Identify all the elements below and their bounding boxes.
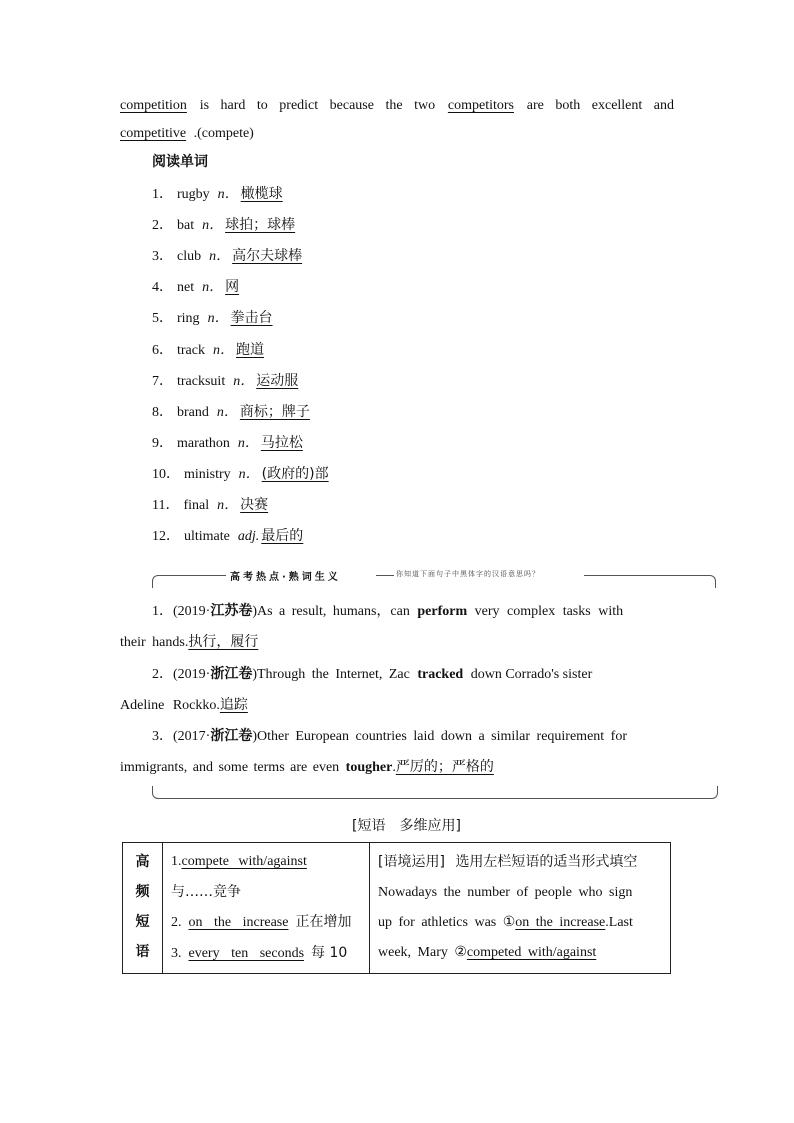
reading-word-meaning: 拳击台	[230, 310, 273, 326]
reading-word-item: 1． rugby n． 橄榄球	[152, 186, 283, 202]
reading-word-meaning: 最后的	[261, 528, 304, 544]
reading-word-meaning: 商标；牌子	[239, 404, 310, 420]
answer-tracked-meaning: 追踪	[219, 697, 248, 713]
answer-perform-meaning: 执行，履行	[188, 634, 259, 650]
reading-word-meaning: 橄榄球	[240, 186, 283, 202]
reading-word-meaning: 运动服	[256, 373, 299, 389]
hot-example-1-line-2: their hands.执行，履行	[120, 634, 259, 650]
reading-word-item: 12． ultimate adj. 最后的	[152, 528, 304, 544]
phrases-side-label: 高 频 短 语	[123, 843, 163, 974]
phrases-left-column: 1.compete with/against 与……竞争 2. on the increase 正在增加 3. every ten seconds 每 10	[163, 843, 370, 974]
reading-word-item: 6． track n． 跑道	[152, 342, 264, 358]
hot-example-3-line-2: immigrants, and some terms are even tougher.严厉的；严格的	[120, 759, 494, 775]
reading-word-item: 5． ring n． 拳击台	[152, 310, 273, 326]
hot-example-2-line-2: Adeline Rockko.追踪	[120, 697, 248, 713]
intro-line-2	[120, 124, 254, 144]
reading-heading: 阅读单词	[152, 154, 208, 170]
phrases-right-column: [语境运用] 选用左栏短语的适当形式填空 Nowadays the number of people who sign up for athletics was ①on the increase.Last week, Mary ②competed with/against	[370, 843, 671, 974]
hot-topic-title: 高考热点·熟词生义	[230, 572, 341, 583]
hot-topic-frame-top	[152, 565, 716, 591]
reading-word-item: 7． tracksuit n． 运动服	[152, 373, 299, 389]
answer-competitors: competitors	[447, 98, 514, 113]
answer-competitive: competitive	[120, 126, 187, 141]
reading-word-item: 3． club n． 高尔夫球棒	[152, 248, 303, 264]
reading-word-item: 10． ministry n． (政府的)部	[152, 466, 329, 482]
reading-word-item: 4． net n． 网	[152, 279, 240, 295]
reading-word-item: 11． final n． 决赛	[152, 497, 269, 513]
answer-competition: competition	[120, 98, 187, 113]
phrases-heading: [短语 多维应用]	[352, 818, 461, 834]
reading-word-meaning: (政府的)部	[261, 466, 329, 482]
answer-blank-2: competed with/against	[466, 945, 597, 960]
phrase-item-1: 1.compete with/against	[171, 854, 307, 869]
intro-line-1	[120, 96, 674, 116]
answer-tougher-meaning: 严厉的；严格的	[395, 759, 494, 775]
hot-topic-subtitle: 你知道下面句子中黑体字的汉语意思吗？	[396, 570, 540, 578]
phrase-item-3: 3. every ten seconds 每 10	[171, 945, 348, 961]
reading-word-meaning: 决赛	[240, 497, 269, 513]
reading-word-item: 2． bat n． 球拍；球棒	[152, 217, 296, 233]
phrases-table	[122, 842, 671, 974]
reading-word-meaning: 马拉松	[260, 435, 303, 451]
intro-text-1: is hard to predict because the two	[199, 98, 436, 113]
intro-tail: .(compete)	[193, 126, 254, 141]
reading-word-meaning: 网	[225, 279, 240, 295]
hot-example-3: 3．(2017·浙江卷)Other European countries laid down a similar requirement for	[152, 728, 627, 744]
hot-topic-frame-bottom	[152, 786, 718, 799]
reading-word-item: 8． brand n． 商标；牌子	[152, 404, 310, 420]
answer-blank-1: on the increase	[515, 915, 606, 930]
hot-example-1: 1．(2019·江苏卷)As a result, humans，can perform very complex tasks with	[152, 603, 624, 619]
hot-example-2: 2．(2019·浙江卷)Through the Internet, Zac tracked down Corrado's sister	[152, 666, 593, 682]
reading-word-item: 9． marathon n． 马拉松	[152, 435, 303, 451]
reading-word-meaning: 球拍；球棒	[225, 217, 296, 233]
reading-word-meaning: 高尔夫球棒	[232, 248, 303, 264]
reading-word-meaning: 跑道	[235, 342, 264, 358]
intro-text-2: are both excellent and	[526, 98, 674, 113]
phrase-item-2: 2. on the increase 正在增加	[171, 914, 352, 930]
